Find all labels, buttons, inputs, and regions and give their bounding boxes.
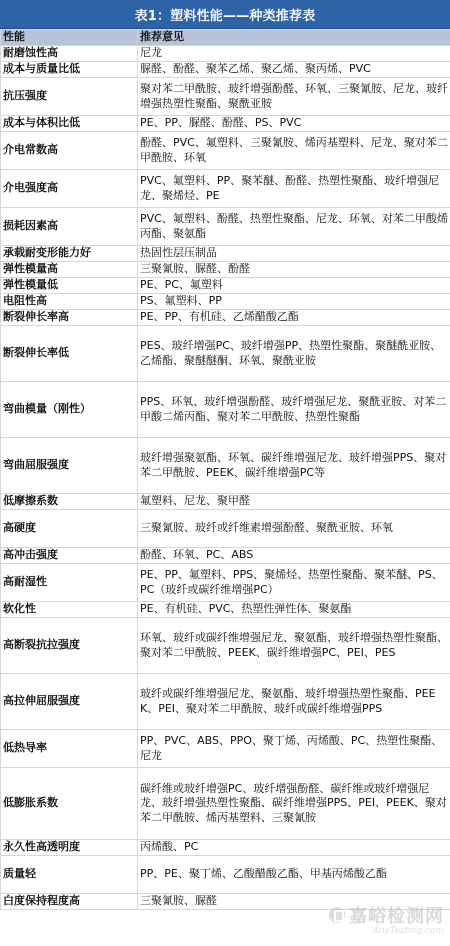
table-row — [1, 548, 450, 564]
property-cell: 永久性高透明度 — [1, 840, 138, 856]
table-row — [1, 840, 450, 856]
table-row — [1, 730, 450, 768]
property-cell: 高硬度 — [1, 510, 138, 548]
property-cell: 高拉伸屈服强度 — [1, 674, 138, 730]
recommendation-cell: PE、PP、脲醛、酚醛、PS、PVC — [138, 116, 450, 132]
recommendation-cell: 玻纤或碳纤维增强尼龙、聚氨酯、玻纤增强热塑性聚酯、PEEK、PEI、聚对苯二甲酰胺、玻纤或碳纤维增强PPS — [138, 674, 450, 730]
table-row — [1, 262, 450, 278]
recommendation-cell: 氟塑料、尼龙、聚甲醛 — [138, 494, 450, 510]
property-cell: 介电强度高 — [1, 170, 138, 208]
recommendation-cell: 环氧、玻纤或碳纤维增强尼龙、聚氨酯、玻纤增强热塑性聚酯、聚对苯二甲酰胺、PEEK、碳纤维增强PC、PEI、PES — [138, 618, 450, 674]
property-cell: 质量轻 — [1, 856, 138, 894]
table-row — [1, 310, 450, 326]
recommendation-cell: PVC、氟塑料、酚醛、热塑性聚酯、尼龙、环氧、对苯二甲酸烯丙酯、聚氨酯 — [138, 208, 450, 246]
table-row — [1, 278, 450, 294]
table-row — [1, 62, 450, 78]
recommendation-cell: PS、氟塑料、PP — [138, 294, 450, 310]
watermark-sub: AnyTesting.com — [372, 926, 444, 936]
property-cell: 低膨胀系数 — [1, 768, 138, 840]
table-row — [1, 618, 450, 674]
property-cell: 成本与体积比低 — [1, 116, 138, 132]
table-row — [1, 208, 450, 246]
table-row — [1, 894, 450, 910]
property-cell: 高冲击强度 — [1, 548, 138, 564]
table-row — [1, 564, 450, 602]
property-cell: 弹性模量高 — [1, 262, 138, 278]
column-header-property: 性能 — [1, 30, 138, 46]
table-row — [1, 856, 450, 894]
recommendation-cell: 碳纤维或玻纤增强PC、玻纤增强酚醛、碳纤维或玻纤增强尼龙、玻纤增强热塑性聚酯、碳纤维增强PPS、PEI、PEEK、聚对苯二甲酰胺、烯丙基塑料、三聚氰胺 — [138, 768, 450, 840]
recommendation-cell: PES、玻纤增强PC、玻纤增强PP、热塑性聚酯、聚醚酰亚胺、乙烯酯、聚醚醚酮、环氧、聚酰亚胺 — [138, 326, 450, 382]
table-header-row — [1, 30, 450, 46]
table-row — [1, 510, 450, 548]
recommendation-cell: PE、PC、氟塑料 — [138, 278, 450, 294]
property-cell: 介电常数高 — [1, 132, 138, 170]
table-row — [1, 46, 450, 62]
table-row — [1, 768, 450, 840]
recommendation-cell: PE、PP、氟塑料、PPS、聚烯烃、热塑性聚酯、聚苯醚、PS、PC（玻纤或碳纤维增强PC） — [138, 564, 450, 602]
property-cell: 电阻性高 — [1, 294, 138, 310]
table-row — [1, 602, 450, 618]
table-row — [1, 78, 450, 116]
recommendation-cell: 热固性层压制品 — [138, 246, 450, 262]
recommendation-cell: 尼龙 — [138, 46, 450, 62]
property-cell: 抗压强度 — [1, 78, 138, 116]
recommendation-cell: 脲醛、酚醛、聚苯乙烯、聚乙烯、聚丙烯、PVC — [138, 62, 450, 78]
table-row — [1, 494, 450, 510]
table-title: 表1：塑料性能——种类推荐表 — [0, 0, 450, 29]
table-row — [1, 132, 450, 170]
recommendation-cell: 三聚氰胺、脲醛、酚醛 — [138, 262, 450, 278]
property-cell: 软化性 — [1, 602, 138, 618]
property-cell: 白度保持程度高 — [1, 894, 138, 910]
recommendation-cell: 三聚氰胺、脲醛 — [138, 894, 450, 910]
property-cell: 弹性模量低 — [1, 278, 138, 294]
property-cell: 弯曲屈服强度 — [1, 438, 138, 494]
recommendation-cell: 三聚氰胺、玻纤或纤维素增强酚醛、聚酰亚胺、环氧 — [138, 510, 450, 548]
table-row — [1, 116, 450, 132]
property-cell: 耐磨蚀性高 — [1, 46, 138, 62]
table-row — [1, 382, 450, 438]
performance-table — [0, 29, 450, 910]
recommendation-cell: PP、PVC、ABS、PPO、聚丁烯、丙烯酸、PC、热塑性聚酯、尼龙 — [138, 730, 450, 768]
table-row — [1, 294, 450, 310]
table-row — [1, 170, 450, 208]
property-cell: 断裂伸长率高 — [1, 310, 138, 326]
property-cell: 承载耐变形能力好 — [1, 246, 138, 262]
property-cell: 弯曲模量（刚性） — [1, 382, 138, 438]
property-cell: 损耗因素高 — [1, 208, 138, 246]
table-body — [1, 46, 450, 910]
property-cell: 断裂伸长率低 — [1, 326, 138, 382]
recommendation-cell: PVC、氟塑料、PP、聚苯醚、酚醛、热塑性聚酯、玻纤增强尼龙、聚烯烃、PE — [138, 170, 450, 208]
recommendation-cell: PPS、环氧、玻纤增强酚醛、玻纤增强尼龙、聚酰亚胺、对苯二甲酸二烯丙酯、聚对苯二甲酰胺、热塑性聚酯 — [138, 382, 450, 438]
table-row — [1, 326, 450, 382]
table-row — [1, 674, 450, 730]
recommendation-cell: 丙烯酸、PC — [138, 840, 450, 856]
recommendation-cell: PP、PE、聚丁烯、乙酸醋酸乙酯、甲基丙烯酸乙酯 — [138, 856, 450, 894]
property-cell: 高耐湿性 — [1, 564, 138, 602]
recommendation-cell: 聚对苯二甲酰胺、玻纤增强酚醛、环氧、三聚氰胺、尼龙、玻纤增强热塑性聚酯、聚酰亚胺 — [138, 78, 450, 116]
recommendation-cell: 玻纤增强聚氨酯、环氧、碳纤维增强尼龙、玻纤增强PPS、聚对苯二甲酰胺、PEEK、碳纤维增强PC等 — [138, 438, 450, 494]
recommendation-cell: 酚醛、环氧、PC、ABS — [138, 548, 450, 564]
column-header-recommendation: 推荐意见 — [138, 30, 450, 46]
recommendation-cell: PE、PP、有机硅、乙烯醋酸乙酯 — [138, 310, 450, 326]
property-cell: 低热导率 — [1, 730, 138, 768]
recommendation-cell: PE、有机硅、PVC、热塑性弹性体、聚氨酯 — [138, 602, 450, 618]
property-cell: 高断裂抗拉强度 — [1, 618, 138, 674]
table-row — [1, 246, 450, 262]
table-row — [1, 438, 450, 494]
property-cell: 成本与质量比低 — [1, 62, 138, 78]
watermark-text: 嘉峪检测网 — [349, 906, 444, 927]
recommendation-cell: 酚醛、PVC、氟塑料、三聚氰胺、烯丙基塑料、尼龙、聚对苯二甲酰胺、环氧 — [138, 132, 450, 170]
property-cell: 低摩擦系数 — [1, 494, 138, 510]
